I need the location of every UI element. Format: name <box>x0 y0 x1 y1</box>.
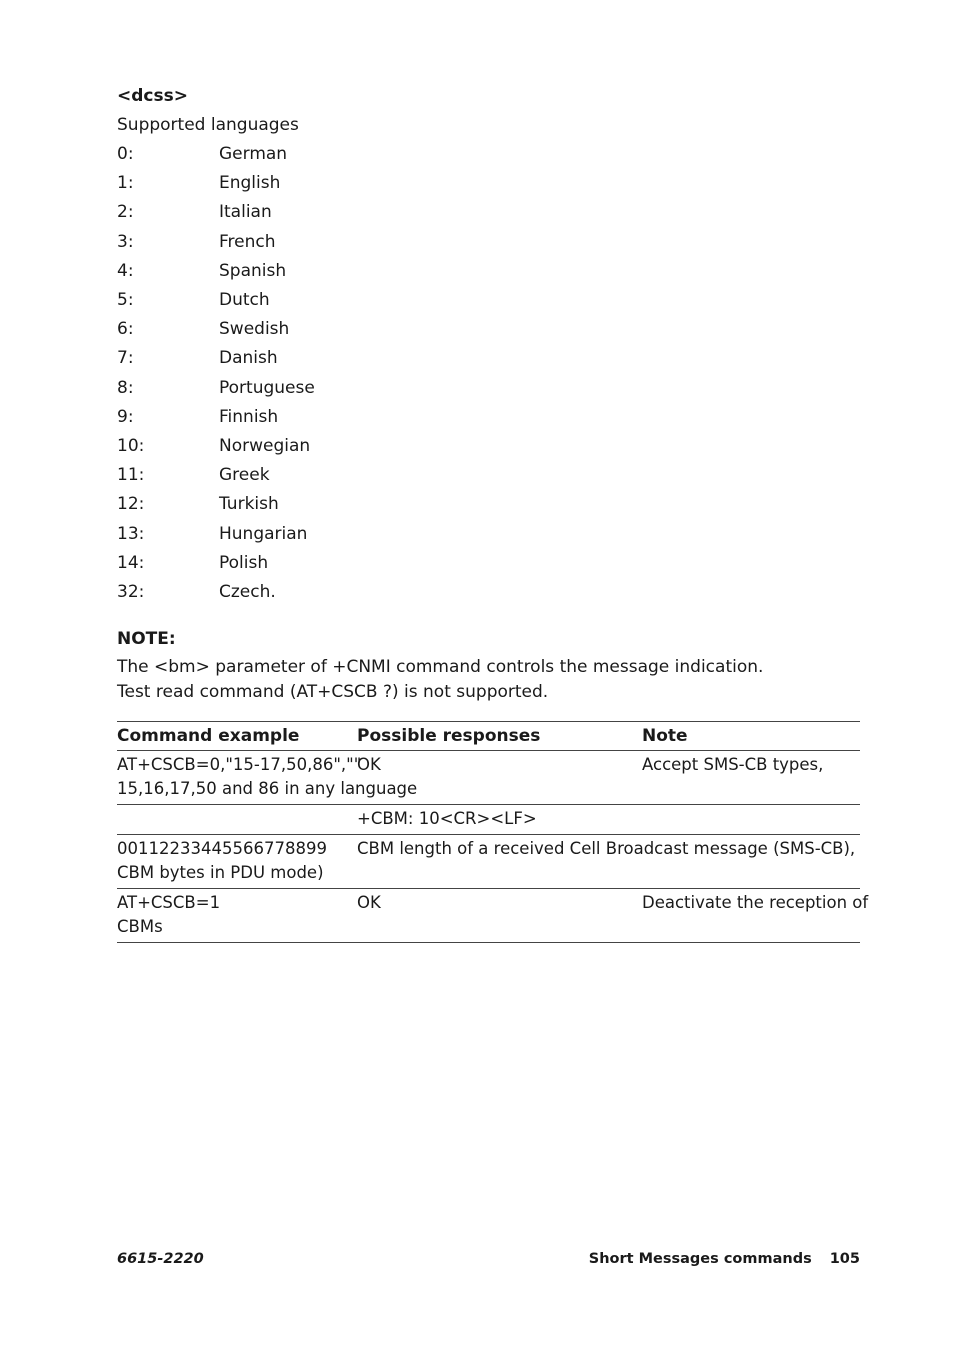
command-example-table <box>117 721 869 943</box>
table-row <box>117 751 860 805</box>
note-body <box>117 655 860 705</box>
command-cell: AT+CSCB=1 <box>117 893 221 913</box>
language-row <box>117 490 860 519</box>
language-code: 5: <box>117 290 134 311</box>
language-code: 7: <box>117 348 134 369</box>
row-continuation: CBMs <box>117 917 163 937</box>
page-number: 105 <box>829 1251 860 1267</box>
language-code: 9: <box>117 406 134 427</box>
document-number: 6615-2220 <box>117 1251 204 1267</box>
language-code: 12: <box>117 494 145 515</box>
language-name: French <box>219 231 276 252</box>
response-cell: CBM length of a received Cell Broadcast message (SMS-CB), <box>357 839 856 859</box>
language-row <box>117 315 860 344</box>
language-row <box>117 257 860 286</box>
note-line: Test read command (AT+CSCB ?) is not supported. <box>117 682 549 703</box>
table-header-row <box>117 722 860 751</box>
row-continuation: CBM bytes in PDU mode) <box>117 863 324 883</box>
language-name: Norwegian <box>219 436 311 457</box>
language-name: Czech. <box>219 582 276 603</box>
response-cell: +CBM: 10<CR><LF> <box>357 809 537 829</box>
table-cell-group <box>117 889 869 943</box>
section-title: Short Messages commands <box>588 1251 812 1267</box>
language-name: Spanish <box>219 260 287 281</box>
table-cell-group <box>117 751 860 805</box>
page-footer <box>117 1251 860 1267</box>
language-name: English <box>219 173 281 194</box>
column-header-note: Note <box>642 726 688 747</box>
language-code: 2: <box>117 202 134 223</box>
language-row <box>117 344 860 373</box>
language-name: Swedish <box>219 319 290 340</box>
response-cell: OK <box>357 755 381 775</box>
command-cell: 00112233445566778899 <box>117 839 327 859</box>
language-list <box>117 140 860 607</box>
language-row <box>117 374 860 403</box>
table-cell-group <box>117 835 860 889</box>
column-header-command: Command example <box>117 726 300 747</box>
note-cell <box>642 805 860 835</box>
language-row <box>117 140 860 169</box>
language-code: 0: <box>117 144 134 164</box>
language-name: Hungarian <box>219 523 308 544</box>
table-row <box>117 805 860 835</box>
command-cell <box>117 805 357 835</box>
table-row <box>117 889 860 943</box>
language-code: 10: <box>117 436 145 457</box>
language-row <box>117 461 860 490</box>
table-row <box>117 835 860 889</box>
language-code: 6: <box>117 319 134 340</box>
response-cell: OK <box>357 893 381 913</box>
language-name: Turkish <box>219 494 279 515</box>
language-row <box>117 432 860 461</box>
language-code: 14: <box>117 552 145 573</box>
language-row <box>117 578 860 607</box>
language-code: 8: <box>117 377 134 398</box>
language-code: 4: <box>117 260 134 281</box>
language-name: Dutch <box>219 290 270 311</box>
language-name: Greek <box>219 465 270 486</box>
column-header-responses: Possible responses <box>357 726 541 747</box>
language-name: Finnish <box>219 406 279 427</box>
language-row <box>117 520 860 549</box>
language-code: 32: <box>117 582 145 603</box>
language-name: Portuguese <box>219 377 315 398</box>
languages-subtitle: Supported languages <box>117 115 299 135</box>
note-cell: Deactivate the reception of <box>642 893 869 913</box>
language-row <box>117 403 860 432</box>
language-code: 11: <box>117 465 145 486</box>
note-line: The <bm> parameter of +CNMI command controls the message indication. <box>117 657 764 678</box>
row-continuation: 15,16,17,50 and 86 in any language <box>117 779 418 799</box>
language-name: Polish <box>219 552 269 573</box>
language-code: 3: <box>117 231 134 252</box>
language-name: German <box>219 144 288 164</box>
language-row <box>117 198 860 227</box>
section-heading: <dcss> <box>117 86 188 106</box>
language-name: Italian <box>219 202 272 223</box>
page-content <box>117 84 869 943</box>
language-row <box>117 169 860 198</box>
language-row <box>117 549 860 578</box>
note-cell: Accept SMS-CB types, <box>642 755 824 775</box>
footer-right <box>589 1251 860 1267</box>
language-name: Danish <box>219 348 278 369</box>
command-cell: AT+CSCB=0,"15-17,50,86","" <box>117 755 362 775</box>
language-row <box>117 286 860 315</box>
language-code: 13: <box>117 523 145 544</box>
language-code: 1: <box>117 173 134 194</box>
language-row <box>117 228 860 257</box>
note-heading: NOTE: <box>117 629 176 650</box>
